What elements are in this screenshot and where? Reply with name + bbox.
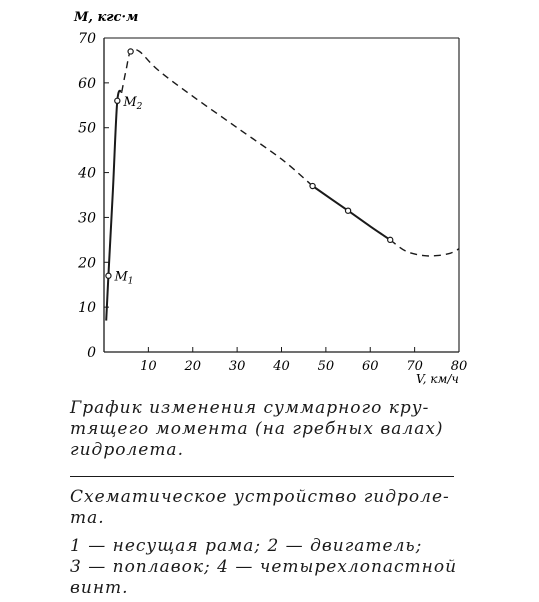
torque-curve-solid-2 bbox=[313, 186, 391, 240]
x-tick-label: 70 bbox=[406, 359, 423, 374]
x-axis-label: V, км/ч bbox=[416, 372, 459, 386]
x-tick-label: 40 bbox=[273, 359, 290, 374]
torque-curve-dashed-3 bbox=[390, 240, 459, 256]
data-point-marker bbox=[388, 237, 393, 242]
x-tick-label: 30 bbox=[228, 359, 246, 374]
chart-markers bbox=[106, 49, 393, 287]
x-tick-label: 60 bbox=[361, 359, 379, 374]
y-tick-label: 0 bbox=[87, 345, 96, 361]
chart-caption-line: гидролета. bbox=[70, 440, 184, 460]
data-point-marker bbox=[115, 98, 120, 103]
legend-line: винт. bbox=[70, 578, 129, 598]
chart-ticks bbox=[77, 31, 467, 374]
torque-curve-solid-0 bbox=[106, 91, 122, 321]
data-point-marker bbox=[106, 273, 111, 278]
chart-axes bbox=[104, 38, 459, 352]
x-tick-label: 50 bbox=[317, 359, 335, 374]
device-caption bbox=[70, 487, 460, 529]
legend-line: 1 — несущая рама; 2 — двигатель; bbox=[70, 536, 423, 556]
device-caption-line: та. bbox=[70, 508, 105, 528]
x-tick-label: 80 bbox=[450, 359, 468, 374]
y-tick-label: 40 bbox=[78, 165, 96, 182]
data-point-marker bbox=[345, 208, 350, 213]
x-tick-label: 10 bbox=[140, 359, 157, 374]
device-legend bbox=[70, 536, 460, 599]
x-tick-label: 20 bbox=[184, 359, 202, 374]
y-tick-label: 10 bbox=[78, 300, 96, 317]
data-point-marker bbox=[128, 49, 133, 54]
point-label-m2: $M_2$ bbox=[123, 94, 143, 112]
caption-divider bbox=[70, 476, 454, 477]
point-label-m1: $M_1$ bbox=[114, 269, 134, 287]
y-tick-label: 20 bbox=[78, 255, 96, 272]
legend-line: 3 — поплавок; 4 — четырехлопастной bbox=[70, 557, 458, 577]
y-tick-label: 50 bbox=[78, 120, 96, 137]
torque-curve-dashed-1 bbox=[122, 49, 313, 186]
chart-caption-line: График изменения суммарного кру- bbox=[70, 398, 430, 418]
chart-caption bbox=[70, 398, 460, 461]
chart-series bbox=[106, 49, 459, 320]
y-tick-label: 30 bbox=[78, 210, 96, 227]
y-tick-label: 70 bbox=[78, 31, 96, 47]
data-point-marker bbox=[310, 183, 315, 188]
chart-caption-line: тящего момента (на гребных валах) bbox=[70, 419, 444, 439]
y-tick-label: 60 bbox=[78, 75, 96, 92]
y-axis-label: M, кгс·м bbox=[74, 10, 139, 25]
device-caption-line: Схематическое устройство гидроле- bbox=[70, 487, 450, 507]
